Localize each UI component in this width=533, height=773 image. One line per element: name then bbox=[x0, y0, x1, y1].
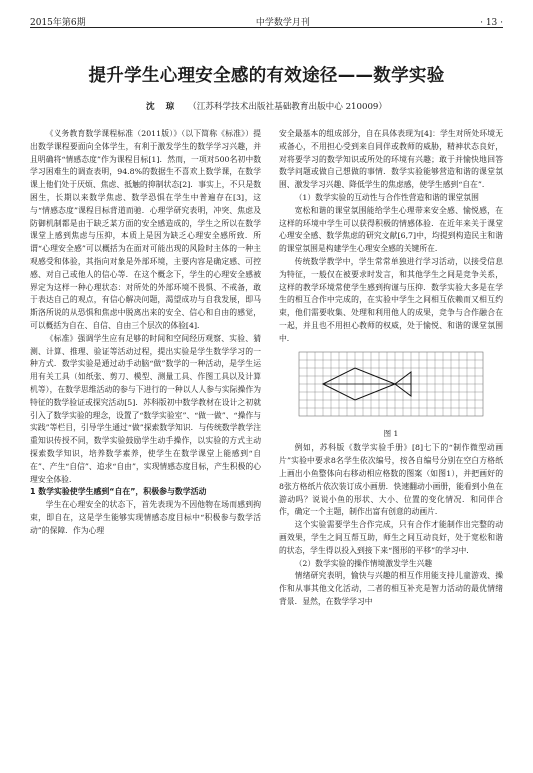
running-header bbox=[30, 10, 503, 28]
issue-label: 2015年第6期 bbox=[30, 18, 86, 28]
author-line bbox=[0, 100, 533, 112]
figure-1 bbox=[279, 348, 503, 441]
subsection-heading: （1）数学实验的互动性与合作性营造和谐的课堂氛围 bbox=[294, 192, 479, 202]
header-rule bbox=[30, 27, 503, 28]
author-name: 沈 琼 bbox=[145, 102, 179, 112]
body-paragraph: 安全最基本的组成部分，自在具体表现为[4]：学生对所处环境无戒备心，不用担心受到来自同伴或教师的威胁，精神状态良好，对将要学习的数学知识或所处的环境有兴趣；敢于并愉快地回答数学问题或做自己想做的事情．数学实验能够营造和谐的课堂氛围、激发学习兴趣、降低学生的焦虑感，使学生感到“自在”． bbox=[279, 129, 503, 190]
body-paragraph: 这个实验需要学生合作完成，只有合作才能制作出完整的动画效果，学生之间互帮互助，师生之间互动良好，处于宽松和谐的状态，学生得以投入到接下来“图形的平移”的学习中． bbox=[279, 520, 503, 555]
subsection-heading: （2）数学实验的操作情境激发学生兴趣 bbox=[294, 558, 433, 568]
right-column bbox=[279, 128, 503, 609]
figure-caption: 图 1 bbox=[383, 428, 399, 438]
intro-paragraph: 《义务教育数学课程标准（2011版）》（以下简称《标准》）提出数学课程要面向全体学生，有利于激发学生的数学学习兴趣，并且明确将“情感态度”作为课程目标[1]．然而，一项对500名初中数学习困难生的调查表明，94.8%的数据生不喜欢上数学课，在数学课上他们处于厌烦、焦虑、抵触的抑制状态[2]．事实上，不只是数困生，长期以来数学焦虑、数学恐惧在学生中普遍存在[3]，这与“情感态度”课程目标背道而驰．心理学研究表明，冲突、焦虑及防御机制都是由于缺乏某方面的安全感造成的，学生之所以在数学课堂上感到焦虑与压抑，本质上是因为缺乏心理安全感所致．所谓“心理安全感”可以概括为在面对可能出现的风险时主体的一种主观感受和体验，其指向对象是外部环境，主要内容是确定感、可控感、对自己或他人的信心等．在这个概念下，学生的心理安全感被界定为这样一种心理状态：对所处的外部环境不畏惧、不戒备，敢于表达自己的观点，有信心解决问题，渴望成功与自我发展，即马斯洛所说的从恐惧和焦虑中脱离出来的安全、信心和自由的感觉，可以概括为自在、自信、自由三个层次的体验[4]． bbox=[30, 129, 261, 330]
left-column bbox=[30, 128, 261, 538]
body-paragraph: 宽松和谐的课堂氛围能给学生心理带来安全感、愉悦感，在这样的环境中学生可以获得积极的情感体验．在近年来关于课堂心理安全感、数学焦虑的研究文献[6,7]中，均提到构造民主和谐的课堂氛围是构建学生心理安全感的关键所在． bbox=[279, 205, 503, 254]
body-paragraph: 例如，苏科版《数学实验手册》[8]七下的“制作微型动画片”实验中要求8名学生依次编号，按各自编号分别在空白方格纸上画出小鱼整体向右移动相应格数的图案（如图1），并把画好的8张方格纸片依次装订成小画册．快速翻动小画册，能看到小鱼在游动吗？说说小鱼的形状、大小、位置的变化情况．和同伴合作，确定一个主题，制作出富有创意的动画片． bbox=[279, 443, 503, 517]
author-affiliation: （江苏科学技术出版社基础教育出版中心 210009） bbox=[188, 102, 387, 112]
section-heading: 1 数学实验使学生感到“自在”，积极参与数学活动 bbox=[30, 487, 207, 497]
page-number: · 13 · bbox=[480, 18, 503, 28]
body-paragraph: 学生在心理安全的状态下，首先表现为不因他物在场而感到拘束，即自在，这是学生能够实现情感态度目标中“积极参与数学活动”的保障．作为心理 bbox=[30, 500, 261, 535]
journal-name: 中学数学月刊 bbox=[255, 18, 310, 28]
article-title: 提升学生心理安全感的有效途径——数学实验 bbox=[88, 66, 445, 86]
body-paragraph: 传统数学教学中，学生常常单独进行学习活动，以接受信息为特征，一般仅在被要求时发言，和其他学生之间是竞争关系，这样的教学环境常使学生感到拘谨与压抑．数学实验大多是在学生的相互合作中完成的，在实验中学生之间相互依赖而又相互约束，他们需要收集、处理和利用他人的成果，竞争与合作融合在一起，并且也不用担心教师的权威，处于愉悦、和谐的课堂氛围中． bbox=[279, 256, 503, 343]
intro-paragraph: 《标准》强调学生应有足够的时间和空间经历观察、实验、猜测、计算、推理、验证等活动过程，提出实验是学生数学学习的一种方式．数学实验是通过动手动脑“做”数学的一种活动，是学生运用有关工具（如纸张、剪刀、模型、测量工具、作图工具以及计算机等），在数学思维活动的参与下进行的一种以人人参与实际操作为特征的数学验证或探究活动[5]．苏科版初中数学教材在设计之初就引入了数学实验的理念，设置了“数学实验室”、“做一做”、“操作与实践”等栏目，引导学生通过“做”探索数学知识．与传统数学教学注重知识传授不同，数学实验鼓励学生动手操作，以实验的方式主动探索数学知识，培养数学素养，使学生在数学课堂上能感到“自在”、产生“自信”、追求“自由”，实现情感态度目标，产生积极的心理安全体验． bbox=[30, 333, 261, 484]
body-paragraph: 情绪研究表明，愉快与兴趣的相互作用能支持儿童游戏、操作和从事其他文化活动，二者的相互补充是智力活动的最优情绪背景．显然，在数学学习中 bbox=[279, 571, 503, 606]
fish-grid-figure bbox=[293, 348, 489, 426]
